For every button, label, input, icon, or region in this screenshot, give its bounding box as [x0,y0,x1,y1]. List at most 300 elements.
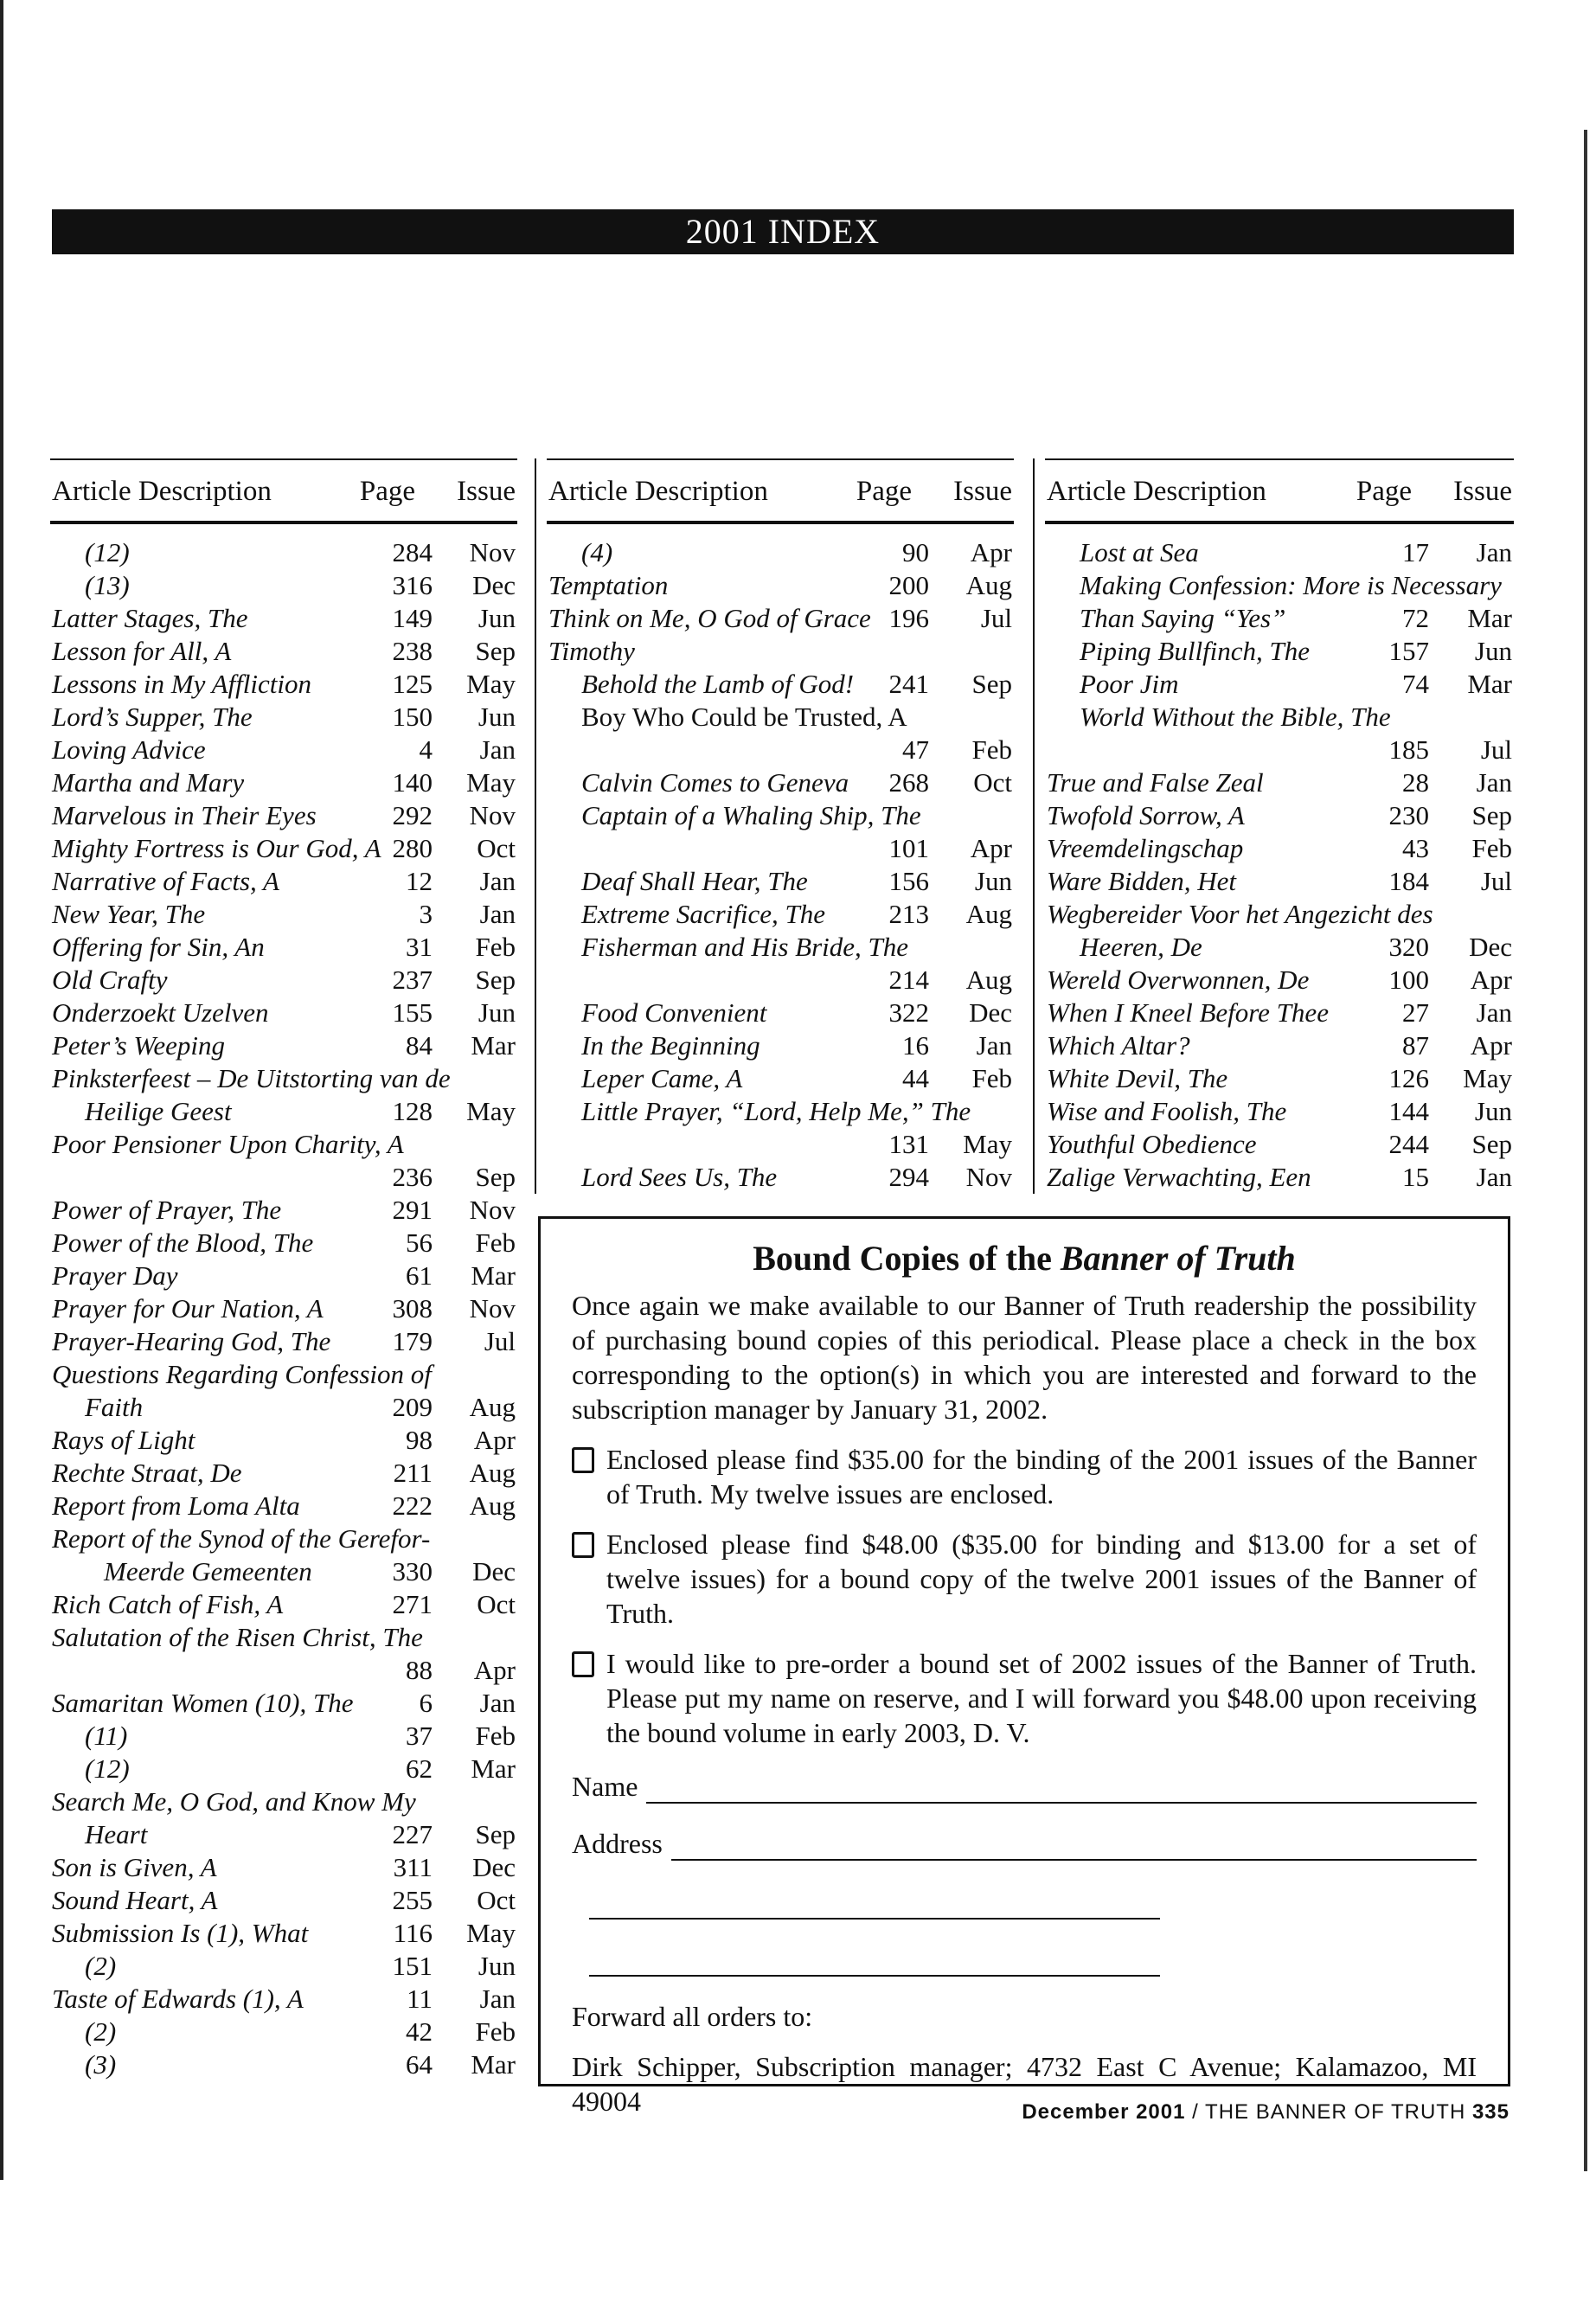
entry-issue: Sep [1471,1129,1512,1159]
index-entry [50,997,517,1029]
entry-page: 156 [888,866,929,896]
entry-page: 4 [419,734,433,765]
entry-title: Marvelous in Their Eyes [52,800,317,830]
entry-page: 88 [406,1655,433,1685]
entry-title: Temptation [548,570,669,600]
entry-issue: Feb [475,1721,516,1751]
index-entry [50,536,517,569]
index-entry [547,997,1014,1029]
page-footer [1022,2100,1509,2125]
entry-issue: Aug [469,1458,516,1488]
index-entry [50,1555,517,1588]
entry-title: Lessons in My Affliction [52,669,311,699]
column-divider [1033,458,1035,1194]
index-entry [547,734,1014,766]
entry-title: (4) [581,537,613,567]
entry-issue: Aug [469,1490,516,1521]
index-entry [547,635,1014,668]
entry-issue: Jun [478,1951,516,1981]
address-line-2[interactable] [589,1880,1160,1920]
entry-issue: Mar [471,1030,516,1061]
entry-issue: Mar [471,1260,516,1291]
entry-page: 74 [1402,669,1429,699]
entry-issue: Jun [1474,1096,1512,1126]
index-entry [547,1029,1014,1062]
index-entry [50,1950,517,1983]
index-entry [50,1687,517,1720]
index-entry [1045,1029,1514,1062]
entry-issue: Oct [477,1589,516,1619]
index-entry [50,766,517,799]
index-entry [50,1983,517,2016]
index-entry [50,701,517,734]
index-entry [50,2048,517,2081]
entry-issue: Apr [1470,965,1512,995]
entry-title: Mighty Fortress is Our God, A [52,833,381,863]
index-entry [547,964,1014,997]
entry-title: Report of the Synod of the Gerefor- [52,1523,431,1554]
entry-issue: Apr [473,1425,516,1455]
entry-page: 27 [1402,997,1429,1028]
entry-page: 179 [392,1326,433,1356]
entry-title: Heeren, De [1080,932,1202,962]
entry-issue: Jan [976,1030,1012,1061]
entry-page: 56 [406,1227,433,1258]
index-entry [1045,668,1514,701]
entry-page: 98 [406,1425,433,1455]
entry-issue: Sep [475,965,516,995]
entry-issue: Dec [472,570,516,600]
entry-page: 155 [392,997,433,1028]
index-entry [50,1457,517,1490]
index-entry [50,1391,517,1424]
name-label: Name [572,1771,638,1802]
entry-title: (3) [85,2049,117,2080]
header-description: Article Description [1047,476,1266,507]
entry-page: 15 [1402,1162,1429,1192]
entry-issue: Feb [475,932,516,962]
index-entry [1045,635,1514,668]
entry-issue: Jun [478,603,516,633]
entry-page: 11 [407,1984,433,2014]
entry-title: Son is Given, A [52,1852,217,1882]
entry-title: Than Saying “Yes” [1080,603,1286,633]
entry-title: Questions Regarding Confession of [52,1359,432,1389]
index-entry [547,602,1014,635]
option-3-text: I would like to pre-order a bound set of 2002 issues of the Banner of Truth. Please put my name on reserve, and I will forward you $48.00 upon receiving the bound volume in early 2003, D. V. [606,1648,1477,1748]
entry-issue: Jun [478,702,516,732]
entry-page: 157 [1388,636,1429,666]
entry-issue: Jul [1480,734,1512,765]
index-entry [50,1161,517,1194]
entry-title: Captain of a Whaling Ship, The [581,800,921,830]
box-title-text: Bound Copies of the [753,1239,1052,1278]
entry-issue: May [466,767,516,798]
entry-page: 100 [1388,965,1429,995]
entry-title: Martha and Mary [52,767,245,798]
entry-issue: Feb [475,1227,516,1258]
contact-address: Dirk Schipper, Subscription manager; 4732 East C Avenue; Kalamazoo, MI 49004 [572,2051,1477,2117]
entry-page: 6 [419,1688,433,1718]
entry-title: Latter Stages, The [52,603,248,633]
entry-issue: Nov [965,1162,1012,1192]
entry-issue: Oct [477,1885,516,1915]
entry-page: 291 [392,1195,433,1225]
entry-issue: Apr [970,537,1012,567]
entry-page: 209 [392,1392,433,1422]
entry-issue: Jan [1476,997,1512,1028]
entry-page: 44 [902,1063,929,1093]
entry-issue: Jan [479,734,516,765]
entry-title: Youthful Obedience [1047,1129,1257,1159]
index-column-1 [50,458,517,2081]
entry-page: 222 [392,1490,433,1521]
entry-page: 140 [392,767,433,798]
entry-title: Wereld Overwonnen, De [1047,965,1310,995]
index-entry [50,635,517,668]
entry-page: 284 [392,537,433,567]
entry-page: 316 [392,570,433,600]
entry-page: 116 [393,1918,433,1948]
index-entry [50,1785,517,1818]
entry-title: Twofold Sorrow, A [1047,800,1245,830]
entry-issue: Sep [475,1819,516,1849]
entry-page: 200 [888,570,929,600]
index-entry [50,799,517,832]
entry-issue: Jul [1480,866,1512,896]
index-entry [547,799,1014,832]
entry-issue: Jun [478,997,516,1028]
entry-page: 12 [406,866,433,896]
index-entry [50,1259,517,1292]
index-entry [50,898,517,931]
header-issue: Issue [953,476,1012,507]
entry-page: 330 [392,1556,433,1586]
entry-title: Which Altar? [1047,1030,1190,1061]
box-intro: Once again we make available to our Banner of Truth readership the possibility of purchasing bound copies of this periodical. Please place a check in the box corresponding to the option(s) in which you are interested and forward to the subscription manager by January 31, 2002. [572,1290,1477,1425]
entry-issue: Sep [475,1162,516,1192]
entry-page: 268 [888,767,929,798]
entry-page: 271 [392,1589,433,1619]
index-entry [50,2016,517,2048]
footer-date: December 2001 [1022,2100,1186,2124]
header-issue: Issue [457,476,516,507]
entry-page: 311 [393,1852,433,1882]
entry-title: Deaf Shall Hear, The [581,866,808,896]
entry-page: 292 [392,800,433,830]
option-2-text: Enclosed please find $48.00 ($35.00 for binding and $13.00 for a set of twelve issues) for a bound copy of the twelve 2001 issues of the Banner of Truth. [606,1529,1477,1629]
index-entry [1045,997,1514,1029]
entry-title: In the Beginning [581,1030,760,1061]
index-entry [50,1753,517,1785]
entry-page: 101 [888,833,929,863]
footer-separator: / [1192,2100,1199,2124]
entry-issue: Jun [1474,636,1512,666]
entry-issue: Mar [471,2049,516,2080]
entry-title: Rays of Light [52,1425,195,1455]
index-entry [1045,701,1514,734]
footer-publication: THE BANNER OF TRUTH [1205,2100,1466,2124]
index-entry [1045,536,1514,569]
entry-title: Poor Pensioner Upon Charity, A [52,1129,404,1159]
checkbox-option-3[interactable] [572,1651,594,1677]
entry-page: 227 [392,1819,433,1849]
index-entry [547,865,1014,898]
index-entry [50,1095,517,1128]
index-entry [1045,1062,1514,1095]
entry-page: 308 [392,1293,433,1324]
entry-page: 320 [1388,932,1429,962]
entry-page: 43 [1402,833,1429,863]
index-rows [1045,536,1514,1194]
entry-title: Fisherman and His Bride, The [581,932,909,962]
entry-title: Report from Loma Alta [52,1490,300,1521]
entry-page: 196 [888,603,929,633]
entry-issue: Dec [472,1852,516,1882]
entry-title: Boy Who Could be Trusted, A [581,702,907,732]
index-entry [547,668,1014,701]
column-header [1045,458,1514,524]
entry-title: World Without the Bible, The [1080,702,1391,732]
index-entry [50,569,517,602]
index-entry [50,1654,517,1687]
entry-title: Wise and Foolish, The [1047,1096,1287,1126]
entry-title: Old Crafty [52,965,168,995]
entry-page: 244 [1388,1129,1429,1159]
entry-issue: Jun [974,866,1012,896]
entry-page: 17 [1402,537,1429,567]
option-2 [572,1527,1477,1631]
index-entry [50,1128,517,1161]
entry-issue: Mar [1467,669,1512,699]
index-entry [1045,931,1514,964]
entry-title: Leper Came, A [581,1063,743,1093]
entry-title: Think on Me, O God of Grace [548,603,871,633]
entry-title: True and False Zeal [1047,767,1264,798]
entry-issue: Nov [469,1293,516,1324]
header-description: Article Description [52,476,272,507]
forward-label: Forward all orders to: [572,2001,813,2032]
entry-title: New Year, The [52,899,206,929]
entry-title: Peter’s Weeping [52,1030,226,1061]
index-entry [1045,799,1514,832]
entry-page: 131 [888,1129,929,1159]
entry-page: 87 [1402,1030,1429,1061]
entry-title: Meerde Gemeenten [104,1556,312,1586]
index-entry [1045,1161,1514,1194]
entry-issue: May [466,669,516,699]
entry-issue: Jan [479,899,516,929]
entry-issue: Sep [1471,800,1512,830]
address-line-3[interactable] [589,1937,1160,1977]
index-entry [547,931,1014,964]
entry-page: 241 [888,669,929,699]
entry-issue: Nov [469,537,516,567]
index-entry [547,569,1014,602]
entry-page: 213 [888,899,929,929]
entry-title: Ware Bidden, Het [1047,866,1236,896]
index-entry [50,602,517,635]
entry-issue: Aug [965,965,1012,995]
entry-issue: Nov [469,1195,516,1225]
entry-title: Search Me, O God, and Know My [52,1786,416,1817]
entry-title: Prayer-Hearing God, The [52,1326,331,1356]
page-title: 2001 INDEX [52,209,1514,254]
index-entry [50,1621,517,1654]
entry-page: 84 [406,1030,433,1061]
column-divider [535,458,536,1194]
index-entry [547,1161,1014,1194]
index-entry [50,964,517,997]
entry-page: 3 [419,899,433,929]
entry-page: 294 [888,1162,929,1192]
entry-title: Sound Heart, A [52,1885,218,1915]
entry-issue: Aug [469,1392,516,1422]
index-entry [50,1884,517,1917]
entry-page: 184 [1388,866,1429,896]
scan-edge [0,0,3,2180]
entry-title: Heilige Geest [85,1096,232,1126]
entry-page: 230 [1388,800,1429,830]
index-entry [50,1227,517,1259]
entry-issue: Aug [965,570,1012,600]
entry-issue: Aug [965,899,1012,929]
entry-page: 28 [1402,767,1429,798]
address-input-line[interactable] [671,1833,1477,1861]
index-entry [50,1358,517,1391]
address-field [572,1823,1477,1861]
entry-title: Lesson for All, A [52,636,232,666]
entry-page: 126 [1388,1063,1429,1093]
index-entry [50,1851,517,1884]
entry-title: Timothy [548,636,635,666]
index-entry [547,536,1014,569]
entry-issue: May [466,1918,516,1948]
index-entry [1045,964,1514,997]
entry-page: 90 [902,537,929,567]
index-entry [1045,1095,1514,1128]
entry-title: Rich Catch of Fish, A [52,1589,284,1619]
index-entry [50,1490,517,1522]
entry-issue: Oct [477,833,516,863]
header-page: Page [359,476,415,507]
checkbox-option-2[interactable] [572,1532,594,1558]
entry-page: 150 [392,702,433,732]
entry-title: Taste of Edwards (1), A [52,1984,304,2014]
entry-title: Salutation of the Risen Christ, The [52,1622,423,1652]
entry-title: Loving Advice [52,734,206,765]
entry-issue: Dec [1469,932,1512,962]
option-1-text: Enclosed please find $35.00 for the binding of the 2001 issues of the Banner of Truth. My twelve issues are enclosed. [606,1444,1477,1509]
footer-page-number: 335 [1471,2100,1509,2124]
index-entry [50,1588,517,1621]
entry-page: 125 [392,669,433,699]
entry-title: (12) [85,1753,130,1784]
entry-page: 61 [406,1260,433,1291]
index-entry [1045,602,1514,635]
header-page: Page [856,476,912,507]
entry-issue: Apr [473,1655,516,1685]
entry-page: 149 [392,603,433,633]
index-entry [50,931,517,964]
name-input-line[interactable] [646,1776,1477,1804]
entry-title: Prayer for Our Nation, A [52,1293,324,1324]
entry-page: 31 [406,932,433,962]
index-entry [1045,1128,1514,1161]
index-entry [50,734,517,766]
entry-page: 237 [392,965,433,995]
index-entry [547,1095,1014,1128]
entry-page: 72 [1402,603,1429,633]
index-rows [50,536,517,2081]
entry-issue: Jan [1476,537,1512,567]
entry-page: 62 [406,1753,433,1784]
index-entry [50,865,517,898]
entry-issue: Mar [471,1753,516,1784]
entry-page: 16 [902,1030,929,1061]
entry-issue: Jul [980,603,1012,633]
index-entry [547,766,1014,799]
entry-title: Vreemdelingschap [1047,833,1244,863]
index-entry [1045,734,1514,766]
entry-issue: Jan [479,1984,516,2014]
index-entry [50,1522,517,1555]
checkbox-option-1[interactable] [572,1447,594,1473]
entry-issue: Dec [969,997,1012,1028]
index-entry [1045,865,1514,898]
entry-title: Onderzoekt Uzelven [52,997,269,1028]
entry-issue: Jan [1476,767,1512,798]
entry-title: Making Confession: More is Necessary [1080,570,1502,600]
entry-page: 238 [392,636,433,666]
index-entry [50,1917,517,1950]
entry-title: Poor Jim [1080,669,1179,699]
index-rows [547,536,1014,1194]
entry-title: (2) [85,1951,117,1981]
entry-issue: Feb [475,2016,516,2047]
entry-title: Lord Sees Us, The [581,1162,778,1192]
index-entry [50,1062,517,1095]
entry-page: 214 [888,965,929,995]
entry-issue: Apr [970,833,1012,863]
entry-title: Samaritan Women (10), The [52,1688,354,1718]
entry-issue: Feb [971,734,1012,765]
entry-issue: Apr [1470,1030,1512,1061]
index-entry [50,832,517,865]
entry-title: (12) [85,537,130,567]
index-column-3 [1045,458,1514,1194]
entry-title: Faith [85,1392,144,1422]
entry-issue: Jan [479,1688,516,1718]
index-entry [50,1292,517,1325]
entry-title: (2) [85,2016,117,2047]
entry-issue: Feb [971,1063,1012,1093]
entry-issue: Feb [1471,833,1512,863]
entry-title: Calvin Comes to Geneva [581,767,849,798]
box-title [572,1238,1477,1279]
entry-page: 255 [392,1885,433,1915]
index-entry [1045,832,1514,865]
option-3 [572,1646,1477,1750]
entry-issue: Oct [973,767,1012,798]
index-entry [50,1194,517,1227]
entry-title: When I Kneel Before Thee [1047,997,1329,1028]
entry-issue: Jul [484,1326,516,1356]
entry-title: Food Convenient [581,997,767,1028]
header-issue: Issue [1453,476,1512,507]
index-entry [50,1424,517,1457]
index-entry [50,1818,517,1851]
